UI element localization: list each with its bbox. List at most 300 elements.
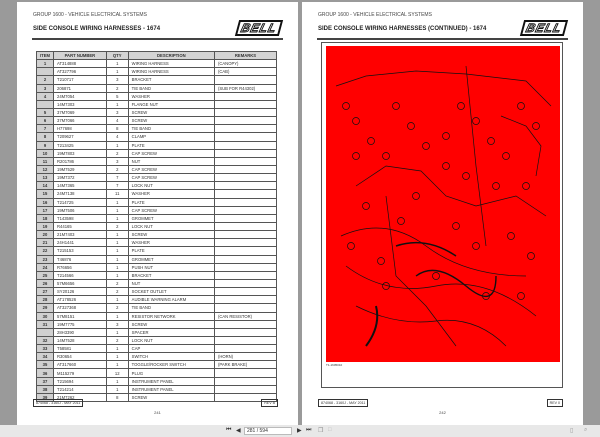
group-heading: GROUP 1600 - VEHICLE ELECTRICAL SYSTEMS [33,12,147,18]
cell-part: 19M7803 [54,149,107,157]
cell-part: T214566 [54,271,107,279]
cell-qty: 1 [106,100,128,108]
group-heading: GROUP 1600 - VEHICLE ELECTRICAL SYSTEMS [318,12,432,18]
cell-item: 18 [37,214,54,222]
callout-bubble [458,103,465,110]
cell-qty: 1 [106,141,128,149]
cell-qty: 1 [106,60,128,68]
table-row [37,345,277,353]
title-rule [317,38,568,40]
cell-rem [214,288,276,296]
table-row [37,312,277,320]
cell-part: 37M7069 [54,108,107,116]
table-row [37,214,277,222]
cell-rem [214,222,276,230]
cell-item: 17 [37,206,54,214]
table-row [37,328,277,336]
cell-part: 57M6656 [54,279,107,287]
cell-qty: 2 [106,288,128,296]
table-row [37,165,277,173]
table-row [37,76,277,84]
cell-item [37,100,54,108]
table-row [37,190,277,198]
search-icon[interactable]: ⌕ [584,427,588,433]
cell-qty: 1 [106,385,128,393]
callout-bubble [508,233,515,240]
cell-desc: SCREW [128,393,214,401]
cell-qty: 11 [106,190,128,198]
cell-part: 37M7066 [54,117,107,125]
table-row [37,353,277,361]
cell-qty: 1 [106,377,128,385]
column-header: DESCRIPTION [128,52,214,60]
table-row [37,288,277,296]
cell-rem [214,385,276,393]
callout-bubble [463,173,470,180]
table-row [37,239,277,247]
cell-item: 31 [37,320,54,328]
cell-item: 10 [37,149,54,157]
cell-item: 23 [37,255,54,263]
table-row [37,369,277,377]
table-row [37,255,277,263]
cell-part: T214214 [54,385,107,393]
cell-part: T58581 [54,345,107,353]
cell-desc: INSTRUMENT PANEL [128,377,214,385]
two-page-view-icon[interactable]: ❐ [318,428,324,434]
cell-rem [214,157,276,165]
first-page-icon[interactable]: ⏮ [226,427,232,433]
cell-part: 21M7403 [54,231,107,239]
cell-qty: 1 [106,255,128,263]
document-code: 874068 - 3160J - MAY 2011 [33,399,83,407]
cell-qty: 2 [106,336,128,344]
cell-rem [214,377,276,385]
cell-rem [214,92,276,100]
cell-item: 33 [37,345,54,353]
page-number-input[interactable]: 281 / 594 [244,427,292,435]
cell-qty: 2 [106,149,128,157]
cell-rem [214,328,276,336]
cell-part: T213425 [54,141,107,149]
page-242 [302,2,583,425]
previous-page-icon[interactable]: ◀ [236,428,241,434]
table-row [37,263,277,271]
cell-part: 24M7138 [54,190,107,198]
cell-desc: CAP [128,345,214,353]
table-row [37,108,277,116]
cell-item: 20 [37,231,54,239]
cell-desc: TIE BAND [128,84,214,92]
cell-part: R30654 [54,353,107,361]
cell-desc: SCREW [128,320,214,328]
cell-desc: PLATE [128,198,214,206]
wiring-diagram [326,46,560,362]
table-row [37,222,277,230]
cell-qty: 1 [106,328,128,336]
cell-desc: NUT [128,279,214,287]
cell-part: R76656 [54,263,107,271]
cell-part: T210717 [54,76,107,84]
cell-part: 21M7262 [54,393,107,401]
cell-rem [214,247,276,255]
cell-qty: 1 [106,361,128,369]
cell-rem [214,336,276,344]
cell-rem: (HORN) [214,353,276,361]
column-header: PART NUMBER [54,52,107,60]
cell-desc: WASHER [128,190,214,198]
cell-item: 5 [37,108,54,116]
cell-desc: CAP SCREW [128,165,214,173]
cell-rem [214,76,276,84]
cell-desc: WIRING HARNESS [128,68,214,76]
cell-desc: PLATE [128,247,214,255]
single-page-view-icon[interactable]: □ [328,427,332,433]
table-row [37,60,277,68]
cell-item [37,68,54,76]
cell-qty: 3 [106,108,128,116]
cell-qty: 12 [106,369,128,377]
table-row [37,92,277,100]
callout-bubble [473,243,480,250]
cell-part: AT317660 [54,361,107,369]
bookmark-icon[interactable]: ▯ [570,428,574,434]
cell-rem [214,100,276,108]
cell-rem [214,182,276,190]
column-header: QTY [106,52,128,60]
cell-item: 21 [37,239,54,247]
cell-rem [214,320,276,328]
cell-part: 24M7054 [54,92,107,100]
cell-part: SY20126 [54,288,107,296]
cell-item: 19 [37,222,54,230]
cell-qty: 2 [106,84,128,92]
cell-item: 27 [37,288,54,296]
last-page-icon[interactable]: ⏭ [306,427,312,433]
cell-qty: 1 [106,231,128,239]
cell-item: 32 [37,336,54,344]
callout-bubble [378,258,385,265]
cell-rem [214,271,276,279]
table-row [37,231,277,239]
callout-bubble [523,183,530,190]
cell-qty: 1 [106,198,128,206]
table-row [37,304,277,312]
callout-bubble [503,153,510,160]
cell-part: T215694 [54,377,107,385]
cell-desc: CLAMP [128,133,214,141]
cell-item: 25 [37,271,54,279]
cell-desc: PLATE [128,141,214,149]
cell-qty: 1 [106,271,128,279]
cell-qty: 1 [106,296,128,304]
cell-qty: 1 [106,214,128,222]
cell-rem [214,369,276,377]
cell-desc: PUSH NUT [128,263,214,271]
callout-bubble [353,118,360,125]
cell-part: 19M7775 [54,320,107,328]
cell-item [37,328,54,336]
cell-item: 36 [37,369,54,377]
cell-qty: 3 [106,320,128,328]
cell-part: T214725 [54,198,107,206]
callout-bubble [433,273,440,280]
callout-bubble [423,143,430,150]
cell-item: 4 [37,92,54,100]
page-number: 241 [154,410,161,415]
table-row [37,198,277,206]
callout-bubble [363,203,370,210]
cell-item: 26 [37,279,54,287]
cell-rem: (PARK BRAKE) [214,361,276,369]
revision: REV 0 [547,399,563,407]
cell-rem [214,345,276,353]
cell-desc: SWITCH [128,353,214,361]
callout-bubble [528,253,535,260]
cell-part: AT178526 [54,296,107,304]
callout-bubble [443,133,450,140]
callout-bubble [348,243,355,250]
table-row [37,100,277,108]
cell-part: H77698 [54,125,107,133]
cell-rem: (CANOPY) [214,60,276,68]
title-rule [32,38,283,40]
figure-id: T1-1605010 [326,363,343,367]
callout-bubble [533,123,540,130]
table-row [37,182,277,190]
cell-part: 19M7506 [54,206,107,214]
cell-desc: TOGGLE/ROCKER SWITCH [128,361,214,369]
table-row [37,336,277,344]
cell-desc: BRACKET [128,271,214,279]
cell-qty: 3 [106,76,128,84]
viewer-toolbar [0,425,600,437]
cell-item: 28 [37,296,54,304]
cell-part: AT314888 [54,60,107,68]
cell-rem [214,149,276,157]
cell-qty: 1 [106,312,128,320]
cell-part: M115279 [54,369,107,377]
cell-rem [214,206,276,214]
cell-desc: TIE BAND [128,304,214,312]
cell-desc: WIRING HARNESS [128,60,214,68]
cell-qty: 7 [106,182,128,190]
cell-part: AT327368 [54,304,107,312]
cell-part: R201786 [54,157,107,165]
table-row [37,385,277,393]
callout-bubble [488,138,495,145]
cell-desc: AUDIBLE WARNING ALARM [128,296,214,304]
cell-qty: 8 [106,125,128,133]
cell-qty: 4 [106,133,128,141]
cell-rem: (CAN RESISTOR) [214,312,276,320]
cell-item: 3 [37,84,54,92]
cell-rem [214,198,276,206]
cell-part: 57M8151 [54,312,107,320]
cell-item: 11 [37,157,54,165]
cell-qty: 4 [106,117,128,125]
cell-item: 37 [37,377,54,385]
callout-bubble [398,218,405,225]
cell-qty: 1 [106,239,128,247]
cell-item: 7 [37,125,54,133]
cell-desc: CAP SCREW [128,174,214,182]
cell-item: 8 [37,133,54,141]
cell-desc: SOCKET OUTLET [128,288,214,296]
callout-bubble [518,293,525,300]
cell-desc: TIE BAND [128,125,214,133]
cell-qty: 5 [106,92,128,100]
cell-qty: 8 [106,393,128,401]
callout-bubble [413,193,420,200]
cell-rem [214,263,276,271]
cell-rem [214,304,276,312]
cell-desc: CAP SCREW [128,149,214,157]
cell-item: 2 [37,76,54,84]
cell-item: 38 [37,385,54,393]
cell-qty: 1 [106,206,128,214]
cell-rem [214,117,276,125]
cell-desc: PLUG [128,369,214,377]
table-row [37,377,277,385]
cell-rem [214,214,276,222]
table-row [37,279,277,287]
cell-item: 15 [37,190,54,198]
callout-bubble [473,118,480,125]
table-row [37,149,277,157]
diagram-frame [321,42,563,388]
cell-qty: 1 [106,68,128,76]
cell-rem [214,165,276,173]
cell-desc: LOCK NUT [128,222,214,230]
cell-item: 35 [37,361,54,369]
table-row [37,68,277,76]
cell-qty: 2 [106,165,128,173]
cell-item: 13 [37,174,54,182]
document-code: 874068 - 3160J - MAY 2011 [318,399,368,407]
cell-desc: GROMMET [128,255,214,263]
table-row [37,361,277,369]
cell-rem: (CAB) [214,68,276,76]
cell-desc: RESISTOR NETWORK [128,312,214,320]
cell-part: 19M7529 [54,165,107,173]
table-row [37,117,277,125]
cell-rem [214,174,276,182]
cell-item: 24 [37,263,54,271]
table-row [37,84,277,92]
cell-rem [214,133,276,141]
cell-qty: 1 [106,263,128,271]
cell-part: 14M7303 [54,100,107,108]
cell-desc: SCREW [128,108,214,116]
cell-rem [214,255,276,263]
cell-part: R44165 [54,222,107,230]
cell-item: 1 [37,60,54,68]
cell-desc: GROMMET [128,214,214,222]
cell-qty: 1 [106,247,128,255]
cell-part: T209627 [54,133,107,141]
callout-bubble [393,103,400,110]
cell-rem [214,296,276,304]
cell-rem [214,231,276,239]
callout-bubble [383,153,390,160]
cell-part: T215153 [54,247,107,255]
cell-desc: BRACKET [128,76,214,84]
cell-qty: 2 [106,304,128,312]
callout-bubble [343,103,350,110]
cell-rem [214,141,276,149]
page-title: SIDE CONSOLE WIRING HARNESSES (CONTINUED) - 1674 [318,26,487,32]
cell-part: T46876 [54,255,107,263]
callout-bubble [353,153,360,160]
next-page-icon[interactable]: ▶ [297,428,302,434]
cell-item: 9 [37,141,54,149]
cell-desc: FLANGE NUT [128,100,214,108]
column-header: ITEM [37,52,54,60]
cell-item: 39 [37,393,54,401]
cell-part: 14M7365 [54,182,107,190]
cell-item: 16 [37,198,54,206]
table-row [37,125,277,133]
cell-part: 206871 [54,84,107,92]
cell-part: AT327796 [54,68,107,76]
cell-part: 14M7528 [54,336,107,344]
table-row [37,141,277,149]
cell-rem [214,279,276,287]
cell-rem [214,190,276,198]
cell-desc: WASHER [128,92,214,100]
bell-logo: BELL [520,20,568,36]
cell-rem [214,239,276,247]
cell-rem: (SUB FOR R44302) [214,84,276,92]
cell-item: 34 [37,353,54,361]
cell-item: 29 [37,304,54,312]
cell-item: 14 [37,182,54,190]
callout-bubble [368,138,375,145]
column-header: REMARKS [214,52,276,60]
cell-item: 12 [37,165,54,173]
cell-qty: 7 [106,174,128,182]
cell-desc: WASHER [128,239,214,247]
bell-logo: BELL [235,20,283,36]
cell-qty: 3 [106,157,128,165]
table-row [37,296,277,304]
cell-part: 24H1441 [54,239,107,247]
callout-bubble [408,123,415,130]
callout-bubble [443,163,450,170]
cell-rem [214,125,276,133]
cell-desc: CAP SCREW [128,206,214,214]
cell-desc: NUT [128,157,214,165]
callout-bubble [453,223,460,230]
table-row [37,133,277,141]
cell-desc: LOCK NUT [128,182,214,190]
cell-qty: 2 [106,279,128,287]
table-row [37,206,277,214]
table-row [37,157,277,165]
page-title: SIDE CONSOLE WIRING HARNESSES - 1674 [33,26,161,32]
cell-part: T143598 [54,214,107,222]
page-number: 242 [439,410,446,415]
cell-desc: SCREW [128,231,214,239]
cell-item: 6 [37,117,54,125]
page-241 [17,2,298,425]
table-row [37,320,277,328]
callout-bubble [518,103,525,110]
cell-desc: LOCK NUT [128,336,214,344]
table-row [37,247,277,255]
cell-desc: SPACER [128,328,214,336]
